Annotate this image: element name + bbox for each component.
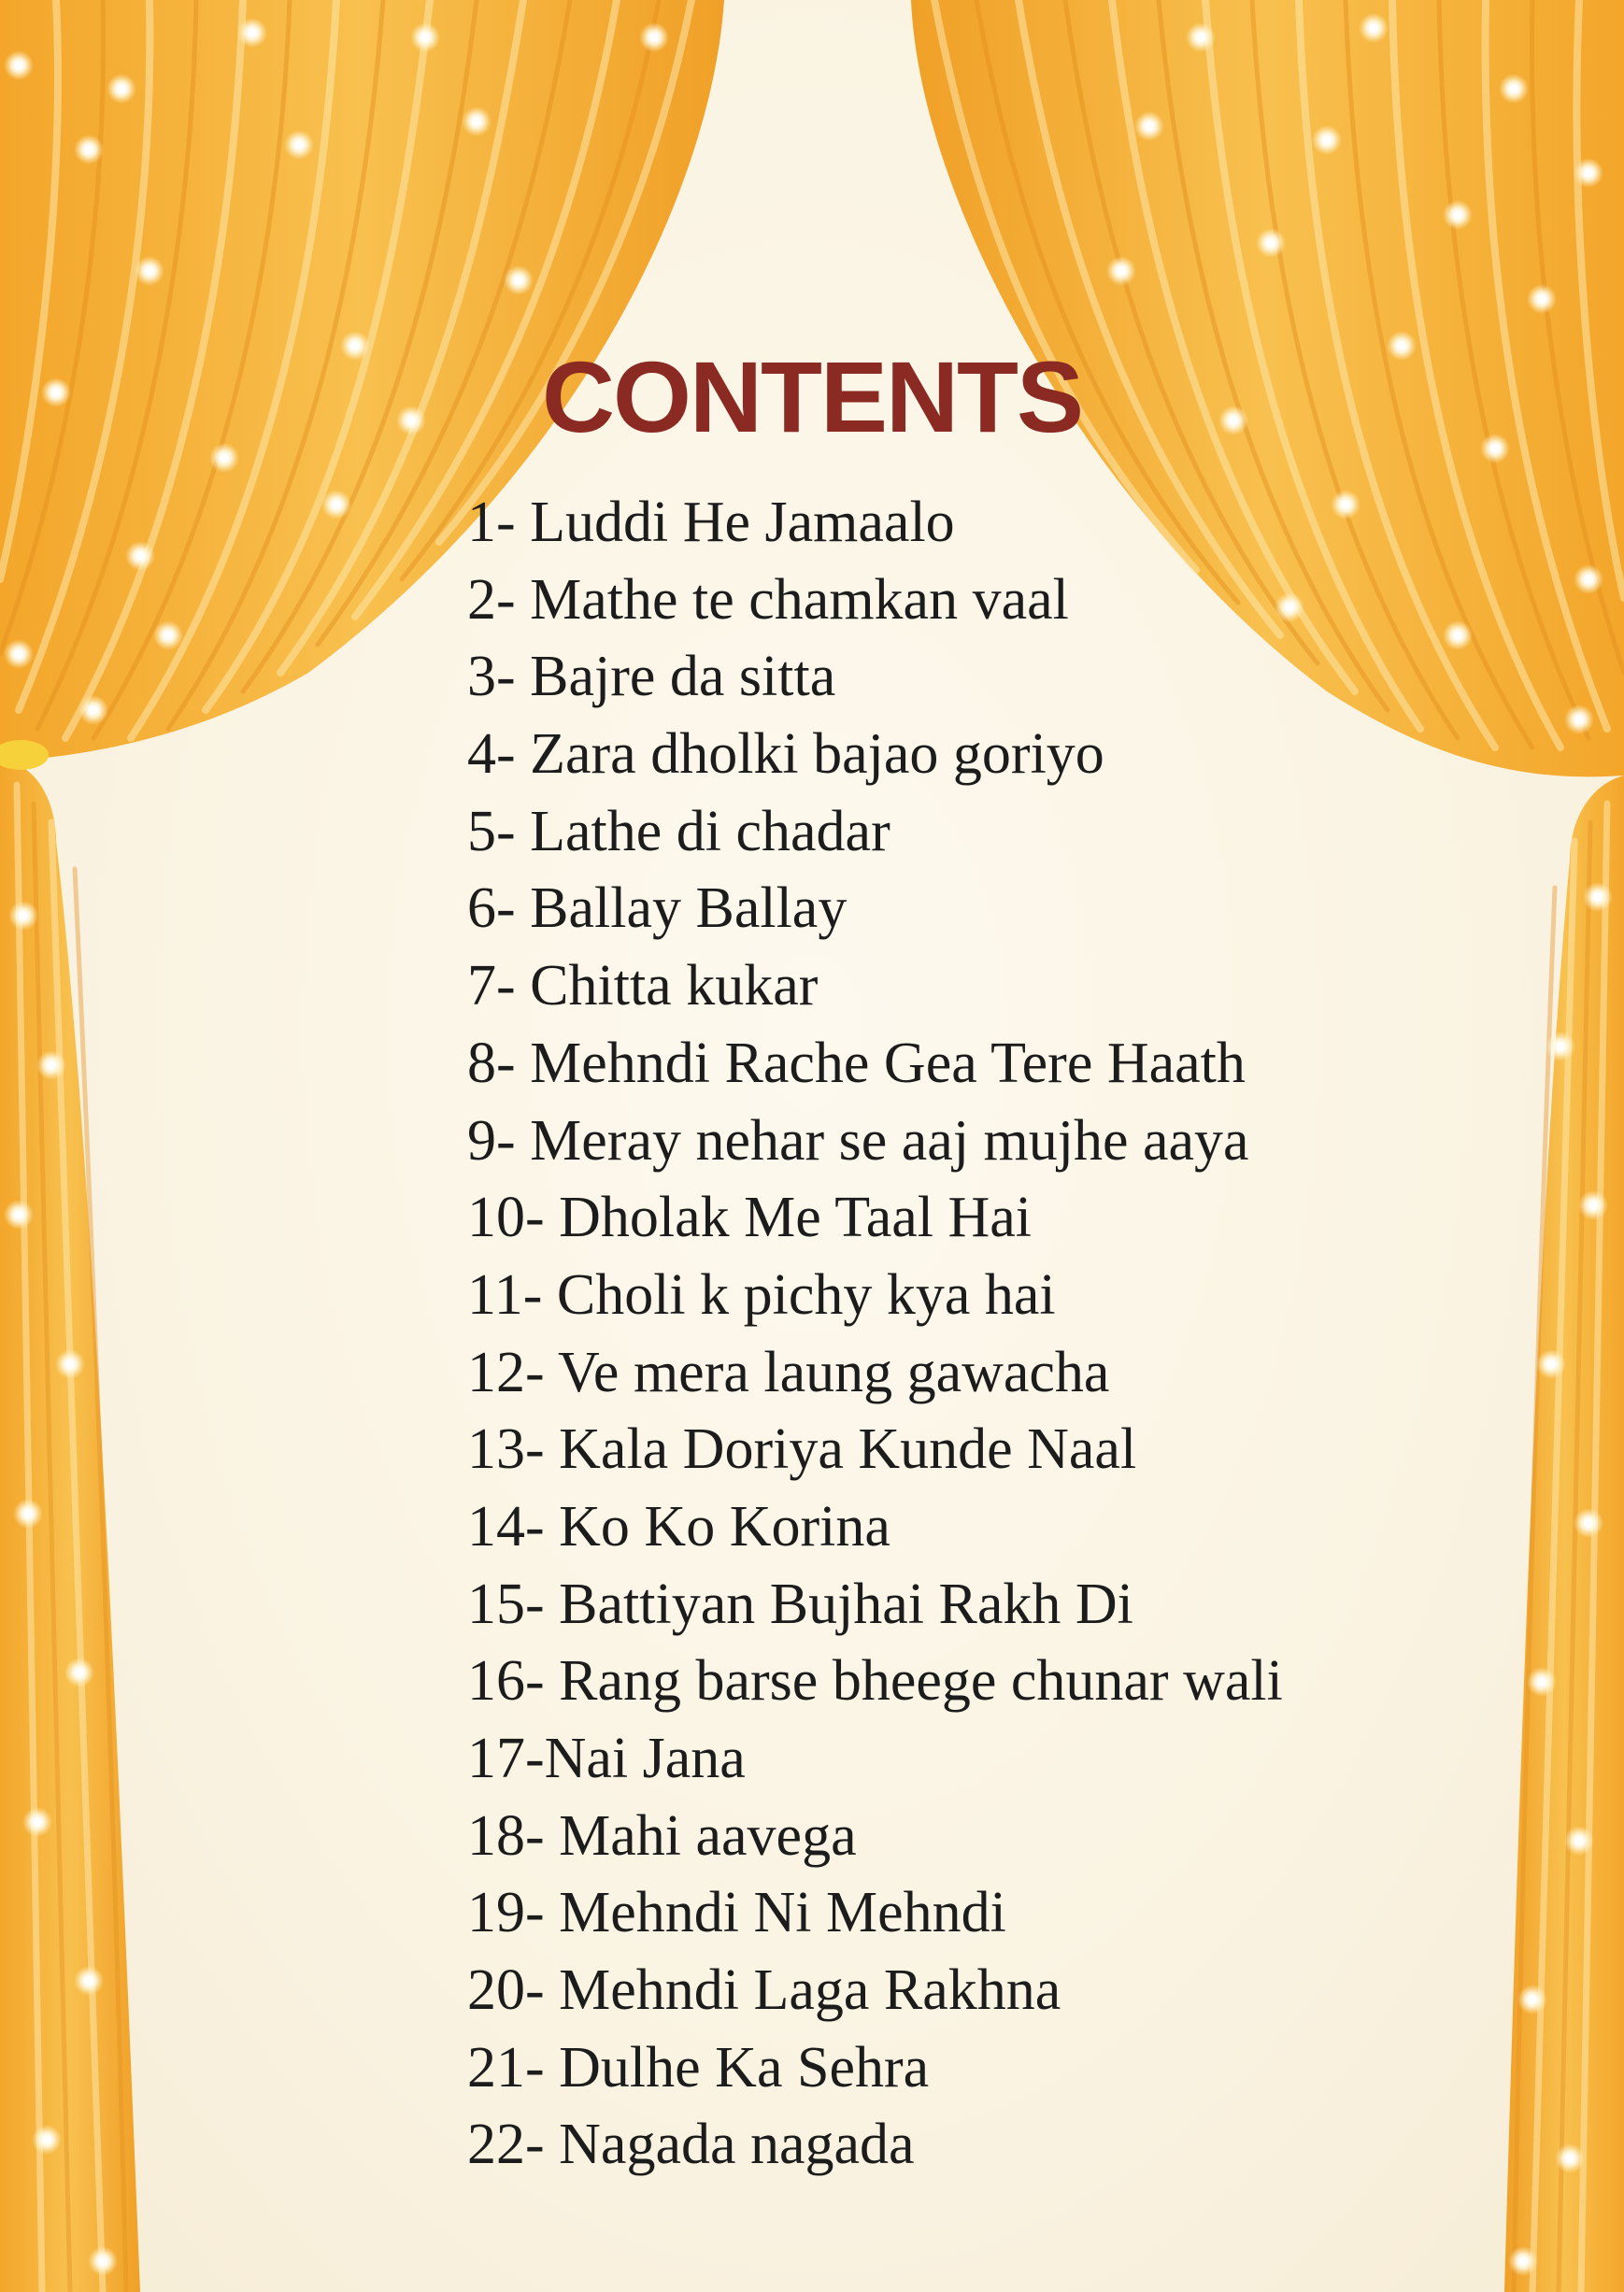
light-dot bbox=[145, 266, 154, 276]
light-dot bbox=[1556, 1042, 1565, 1051]
light-dot bbox=[65, 1360, 75, 1369]
light-dot bbox=[14, 61, 23, 70]
light-dot bbox=[1584, 575, 1593, 584]
light-dot bbox=[248, 28, 257, 37]
light-dot bbox=[135, 551, 145, 561]
light-dot bbox=[1453, 210, 1462, 220]
light-dot bbox=[1369, 23, 1378, 33]
page-title-text: CONTENTS bbox=[542, 340, 1082, 453]
light-dot bbox=[472, 117, 481, 126]
light-dot bbox=[1518, 2256, 1528, 2266]
light-dot bbox=[1593, 892, 1603, 902]
light-dot bbox=[1509, 84, 1518, 93]
light-dot bbox=[19, 911, 28, 920]
light-dot bbox=[1574, 1836, 1584, 1845]
light-dot bbox=[23, 1509, 33, 1518]
contents-item: 10- Dholak Me Taal Hai bbox=[467, 1186, 1033, 1250]
light-dot bbox=[84, 145, 93, 154]
light-dot bbox=[1322, 135, 1332, 145]
light-dot bbox=[75, 1668, 84, 1677]
page-title bbox=[0, 336, 1624, 458]
light-dot bbox=[89, 705, 98, 715]
contents-item: 1- Luddi He Jamaalo bbox=[467, 491, 955, 554]
contents-item: 22- Nagada nagada bbox=[467, 2113, 915, 2177]
light-dot bbox=[649, 33, 659, 42]
contents-item: 19- Mehndi Ni Mehndi bbox=[467, 1881, 1006, 1945]
light-dot bbox=[42, 2135, 51, 2144]
contents-list bbox=[467, 484, 1495, 2184]
contents-item: 7- Chitta kukar bbox=[467, 954, 819, 1018]
light-dot bbox=[98, 2256, 107, 2266]
contents-item: 21- Dulhe Ka Sehra bbox=[467, 2035, 930, 2100]
light-dot bbox=[332, 500, 341, 509]
light-dot bbox=[1145, 121, 1154, 131]
light-dot bbox=[117, 84, 126, 93]
light-dot bbox=[1588, 1201, 1598, 1210]
light-dot bbox=[33, 1817, 42, 1827]
light-dot bbox=[14, 649, 23, 659]
light-dot bbox=[14, 1210, 23, 1219]
light-dot bbox=[1528, 1995, 1537, 2004]
contents-item: 6- Ballay Ballay bbox=[467, 876, 848, 941]
contents-item: 18- Mahi aavega bbox=[467, 1803, 857, 1868]
contents-item: 5- Lathe di chadar bbox=[467, 799, 890, 863]
contents-item: 4- Zara dholki bajao goriyo bbox=[467, 722, 1104, 787]
contents-item: 8- Mehndi Rache Gea Tere Haath bbox=[467, 1031, 1246, 1095]
light-dot bbox=[294, 140, 304, 149]
contents-item: 16- Rang barse bheege chunar wali bbox=[467, 1649, 1283, 1714]
contents-item: 2- Mathe te chamkan vaal bbox=[467, 567, 1069, 632]
light-dot bbox=[164, 631, 173, 640]
contents-item: 15- Battiyan Bujhai Rakh Di bbox=[467, 1572, 1133, 1636]
light-dot bbox=[514, 276, 523, 285]
contents-item: 12- Ve mera laung gawacha bbox=[467, 1340, 1110, 1404]
light-dot bbox=[1196, 33, 1205, 42]
contents-item: 13- Kala Doriya Kunde Naal bbox=[467, 1417, 1137, 1482]
light-dot bbox=[1546, 1360, 1556, 1369]
contents-item: 9- Meray nehar se aaj mujhe aaya bbox=[467, 1108, 1249, 1173]
contents-item: 11- Choli k pichy kya hai bbox=[467, 1262, 1056, 1327]
contents-item: 17-Nai Jana bbox=[467, 1727, 746, 1790]
contents-item: 20- Mehndi Laga Rakhna bbox=[467, 1958, 1061, 2023]
light-dot bbox=[47, 1061, 56, 1070]
light-dot bbox=[84, 1976, 93, 1986]
light-dot bbox=[1537, 294, 1546, 304]
contents-item: 3- Bajre da sitta bbox=[467, 645, 836, 709]
light-dot bbox=[1584, 1518, 1593, 1528]
contents-item: 14- Ko Ko Korina bbox=[467, 1494, 890, 1559]
light-dot bbox=[1117, 266, 1126, 276]
light-dot bbox=[1574, 715, 1584, 724]
light-dot bbox=[420, 33, 430, 42]
light-dot bbox=[1266, 238, 1275, 248]
light-dot bbox=[1537, 1677, 1546, 1687]
light-dot bbox=[1565, 2154, 1574, 2163]
light-dot bbox=[1584, 168, 1593, 178]
